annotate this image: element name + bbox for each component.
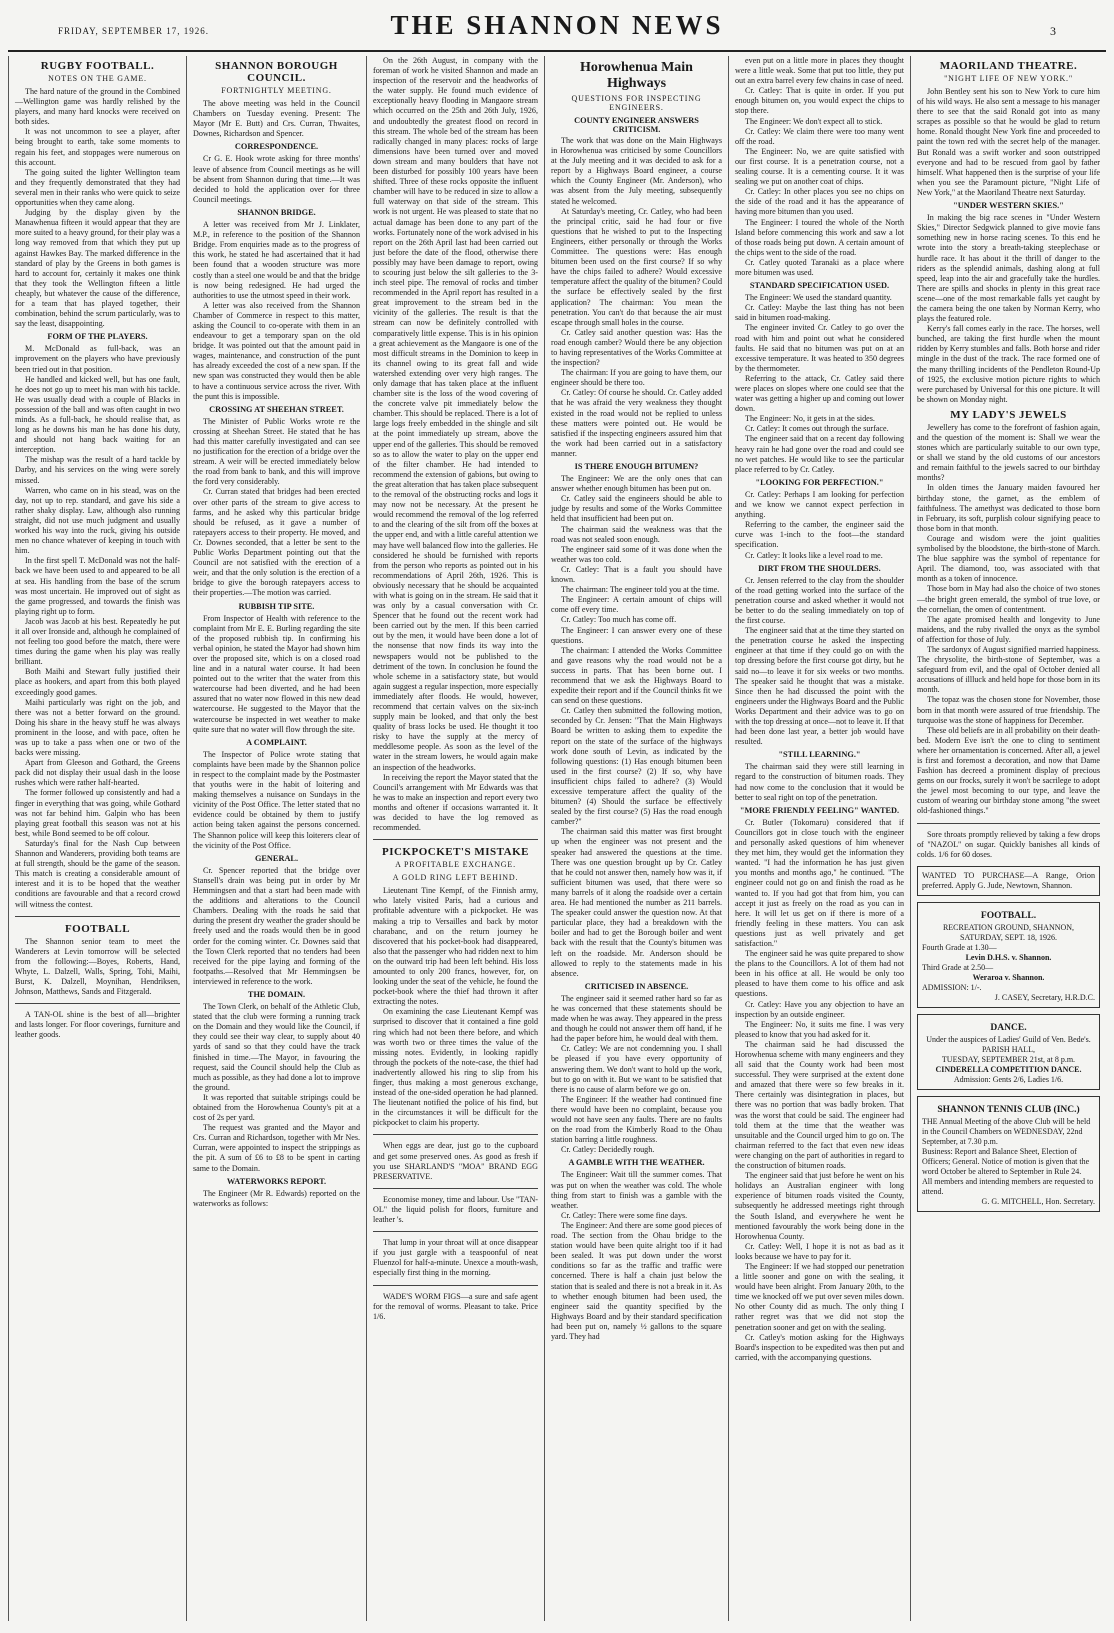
paragraph: Cr. Catley: That is quite in order. If you put enough bitumen on, you would expect the chips to stop there.	[735, 86, 904, 116]
divider	[15, 916, 180, 917]
paragraph: Maihi particularly was right on the job, and there was not a better forward on the ground. Doing his share in the heavy stuff he was always prominent in the loose, and with pace, often he was up to take a pass when one or two of the backs were missing.	[15, 697, 180, 758]
paragraph: Lieutenant Tine Kempf, of the Finnish army, who lately visited Paris, had a curious and profitable adventure with a pickpocket. He was making a trip to Versailles and back by motor charabanc, and on the return journey he discovered that his pocket-book had disappeared, also that the passenger who had ridden next to him on the outward trip had been left behind. His loss amounted to only 200 francs, however, for, on looking under the seat of the vehicle, he found the pocket-book where the thief had thrown it after extracting the notes.	[373, 886, 538, 1007]
paragraph: Cr. Catley: Of course he should. Cr. Catley added that he was afraid the very weakness they thought existed in the road would not be replied to unless these matters were pointed out. He would be satisfied if the inspecting engineers assured him that the work had been carried out in a satisfactory manner.	[551, 388, 722, 458]
section-subhead: CROSSING AT SHEEHAN STREET.	[209, 404, 344, 414]
paragraph: The Engineer: No, we are quite satisfied with our first course. It is a penetration course, not a sealing course. It is a cementing course. It it was sealing we put on another coat of chips.	[735, 146, 904, 187]
paragraph: John Bentley sent his son to New York to cure him of his wild ways. He also sent a message to his manager there to see that the said Ronald got into as many scrapes as possible so that he would be glad to return home. Ronald thought New York fine and proceeded to paint the town red with the secret help of the manager. But Ronald was a swift worker and soon outstripped everyone and had to be rescued from gaol by father himself. What happened then is the surprise of your life when you see the Paramount picture, "Night Life of New York," at the Maoriland Theatre next Saturday.	[917, 87, 1100, 197]
paragraph: The chairman said this matter was first brought up when the engineer was not present and the speaker had answered the questions at the time. There was one question brought up by Cr. Catley that he could not answer then, namely how was it, if sufficient bitumen was used, that there were so many barrels of it along the roadside over a certain area. He had mentioned the number as 211 barrels. The speaker could answer the question now. At that particular place, they had a breakdown with the boiler and had to get the Borough boiler and went back with the result that the County's bitumen was left on the roadside. Mr. Anderson should be allowed to reply to the statements made in his absence.	[551, 827, 722, 978]
tennis-ad	[917, 1096, 1100, 1212]
paragraph: The request was granted and the Mayor and Crs. Curran and Richardson, together with Mr Nes. Curran, were appointed to inspect the strippings as the pit. A sum of £6 to £8 to be spent in carting same to the Domain.	[193, 1123, 360, 1173]
paragraph: That lump in your throat will at once disappear if you just gargle with a teaspoonful of neat Fluenzol for half-a-minute. Unexce a mouth-wash, especially first thing in the morning.	[373, 1238, 538, 1278]
pickpocket-article	[373, 886, 538, 1128]
paragraph: Cr. Catley: Decidedly rough.	[561, 1145, 655, 1155]
paragraph: The Engineer: We don't expect all to stick.	[745, 116, 883, 126]
ad-teams: Levin D.H.S. v. Shannon.	[965, 953, 1052, 963]
paragraph: The engineer said some of it was done when the weather was too cold.	[551, 544, 722, 564]
divider	[917, 823, 1100, 824]
paragraph: Cr. Butler (Tokomaru) considered that if Councillors got in close touch with the engineer and personally asked questions of him whenever they met him, they would get the information they wanted. "I had the information he has just given you months and months ago," he continued. "The engineer could not go on and finish the road as he wanted to. If you had got that from him, you can accept it just as freely on the road as you can in here. It will let us get on if there is more of a friendly feeling in these matters. You can ask questions just as well privately and get satisfaction."	[735, 817, 904, 948]
paragraph: The Engineer: If we had stopped our penetration a little sooner and gone on with the sealing, it would have been alright. From January 20th, to the time we knocked off we put over seven miles down. No other County did as much. The only thing I rather regret was that we did not stop the penetration sooner and get on with the sealing.	[735, 1261, 904, 1332]
highways-article	[551, 136, 722, 1342]
divider	[373, 1134, 538, 1135]
paragraph: Judging by the display given by the Manawhenua fifteen it would appear that they are more suited to a heavy ground, for their play was a long way removed from that which they put up against Hawkes Bay. The marked difference in the standard of play by the Greens in both games is hard to account for, certainly it makes one think that they took the Wellington fifteen a little cheaply, but whatever the cause of the difference, for a team that has played together, their combination, behind the scrum particularly, was to say the least, disappointing.	[15, 208, 180, 329]
divider	[373, 839, 538, 840]
paragraph: The Inspector of Police wrote stating that complaints have been made by the Shannon police in respect to the complaint made by the Postmaster that youths were in the habit of loitering and making themselves a nuisance on Sundays in the vicinity of the Post Office. The letter stated that no evidence could be obtained by them to justify action being taken against the persons concerned. The Shannon police will keep this loiterers clear of the vicinity of the Post Office.	[193, 749, 360, 850]
ad-heading: SHANNON TENNIS CLUB (INC.)	[937, 1105, 1080, 1116]
paragraph: The Engineer (Mr R. Edwards) reported on the waterworks as follows:	[193, 1188, 360, 1208]
paragraph: Those born in May had also the choice of two stones—the bright green emerald, the symbol of true love, or the cornelian, the omen of contentment.	[917, 584, 1100, 614]
football-ad	[917, 902, 1100, 1008]
paragraph: The Engineer: No, it gets in at the sides.	[745, 414, 875, 424]
paragraph: Kerry's fall comes early in the race. The horses, well bunched, are taking the first hurdle when the mount ridden by Kerry stumbles and falls. Both horse and rider mingle in the dust of the track. The race formed one of the many thrilling incidents of the Pendleton Round-Up of 1925, the exclusive motion picture rights to which were purchased by Universal for this one picture. It will be shown on Monday night.	[917, 324, 1100, 404]
section-subhead: THE DOMAIN.	[247, 989, 306, 999]
newspaper-page	[8, 6, 1106, 1626]
paragraph: Cr. Catley: It comes out through the surface.	[745, 424, 889, 434]
paragraph: In receiving the report the Mayor stated that the Council's arrangement with Mr Edwards was that he was to make an inspection and report every two months and oftener if occasions warranted it. It was decided to have the log removed as recommended.	[373, 772, 538, 833]
council-heading: SHANNON BOROUGH COUNCIL.	[215, 60, 338, 84]
divider	[373, 1231, 538, 1232]
paragraph: Cr. Catley's motion asking for the Highways Board's inspection to be expedited was then put and carried, with the accompanying questions.	[735, 1332, 904, 1362]
divider	[15, 1003, 180, 1004]
highways-article-continued	[735, 56, 904, 1363]
paragraph: even put on a little more in places they thought were a little weak. Some that put too little, they put out an extra barrel every few chains in case of need.	[735, 56, 904, 86]
section-subhead: DIRT FROM THE SHOULDERS.	[758, 563, 881, 573]
ad-admission: ADMISSION: 1/-.	[922, 983, 982, 993]
paragraph: Cr. Catley: We claim there were too many went off the road.	[735, 126, 904, 146]
paragraph: At Saturday's meeting, Cr. Catley, who had been the principal critic, said he had four or five questions that he wished to put to the Inspecting Engineers, either personally or through the Works Committee. The questions were: Has enough bitumen been used on the first course? If so why have the chips failed to adhere? Would excessive temperature affect the quality of the bitumen? Could the surface be effectively sealed by the first application? The chairman: You mean the penetration. You can't do that because the air must escape through small holes in the course.	[551, 206, 722, 327]
ad-admission: Admission: Gents 2/6, Ladies 1/6.	[953, 1075, 1064, 1085]
paragraph: On examining the case Lieutenant Kempf was surprised to discover that it contained a fine gold ring which had not been there before, and which was worth two or three times the value of the missing notes. Evidently, in looking rapidly through the pockets of the note-case, the thief had inadvertently allowed his ring to slip from his finger, thus making a most generous exchange, instead of the one-sided operation he had planned. The lieutenant notified the police of his find, but in the circumstances it will be difficult for the pickpocket to claim his property.	[373, 1007, 538, 1128]
section-subhead: CORRESPONDENCE.	[234, 142, 319, 152]
paragraph: Cr. Catley: It looks like a level road to me.	[745, 550, 883, 560]
column-4	[544, 56, 728, 1621]
paragraph: In making the big race scenes in "Under Western Skies," Director Sedgwick planned to give movie fans something new in horse racing scenes. To this end he wrote into the story a breath-taking steeplechase or hurdle race. It has about it the thrill of danger to the riders as the splendid animals, dashing along at full speed, leap into the air and gracefully take the hurdles. There are spills and shocks in plenty in this great race scene—one of the most remarkable falls yet caught by the camera being the one taken by Norman Kerry, who plays the featured role.	[917, 213, 1100, 324]
section-subhead: "STILL LEARNING."	[778, 750, 861, 760]
paragraph: Sore throats promptly relieved by taking a few drops of "NAZOL" on sugar. Quickly banishes all kinds of colds. 1/6 for 60 doses.	[917, 829, 1100, 859]
paragraph: He handled and kicked well, but has one fault, he does not go up to meet his man with his tackle. He was usually dead with a couple of Blacks in possession of the ball and was often caught in two minds. As a full-back, he should realise that, as long as he downs his man he has done his duty, and should not hang back waiting for an interception.	[15, 374, 180, 455]
section-subhead: GENERAL.	[254, 853, 299, 863]
paragraph: Saturday's final for the Nash Cup between Shannon and Wanderers, providing both teams are at full strength, should be the game of the season. This match is creating a considerable amount of interest and it is to be hoped that the weather conditions are favourable and that a record crowd will witness the contest.	[15, 838, 180, 909]
theatre-article	[917, 87, 1100, 405]
paragraph: The chairman said they were still learning in regard to the construction of bitumen roads. They had now come to the conclusion that it would be better to seal right on top of the penetration.	[735, 762, 904, 802]
jewels-heading: MY LADY'S JEWELS	[950, 408, 1067, 421]
paragraph: The Engineer: I toured the whole of the North Island before commencing this work and saw a lot of those roads being put down. A certain amount of the chips went to the side of the road.	[735, 217, 904, 257]
paragraph: Cr. Catley then submitted the following motion, seconded by Cr. Jensen: "That the Main Highways Board be written to asking them to expedite the report on the state of the surface of the highways work done south of Levin, as indicated by the following questions: (1) Has enough bitumen been used in the first course? (2) If so, why have insufficient chips failed to adhere? (3) Would excessive temperature affect the quality of the bitumen? (4) Should the surface be effectively sealed by the first course? (5) Has the road enough camber?"	[551, 706, 722, 827]
highways-subheading: QUESTIONS FOR INSPECTING ENGINEERS.	[571, 94, 702, 112]
ad-line: Under the auspices of Ladies' Guild of Ven. Bede's.	[926, 1035, 1091, 1045]
paragraph: A letter was also received from the Shannon Chamber of Commerce in respect to this matter, asking the Council to co-operate with them in an endeavour to get a temporary span on the old bridge. It was pointed out that the amount paid in wages, maintenance, and construction of the punt has already exceeded the cost of a new span. If the new span was constructed they would then be able to have a continuous service across the river. With the punt this is impossible.	[193, 300, 360, 401]
paragraph: These old beliefs are in all probability on their death-bed. Modern Eve isn't the one to cling to sentiment where her ornamentation is concerned. After all, a jewel is first and foremost a decoration, and now that Dame Fashion has decreed a prominent display of precious gems on our frocks, surely it won't be sacrilege to adopt the jewel most becoming to our type, and leave the custom of wearing our birthday stone among "the sweet old-fashioned things."	[917, 725, 1100, 816]
paragraph: The above meeting was held in the Council Chambers on Tuesday evening. Present: The Mayor (Mr E. Butt) and Crs. Curran, Thwaites, Downes, Richardson and Spencer.	[193, 99, 360, 139]
paragraph: Both Maihi and Stewart fully justified their place as hookers, and apart from this both played exceedingly good games.	[15, 667, 180, 697]
paragraph: The engineer said that on a recent day following heavy rain he had gone over the road and could see no wet patches. He would like to see the particular place referred to by Cr. Catley.	[735, 434, 904, 474]
paragraph: The chairman said the weakness was that the road was not sealed soon enough.	[551, 524, 722, 544]
highways-heading: Horowhenua Main Highways	[580, 60, 693, 91]
paragraph: The Engineer: And there are some good pieces of road. The section from the Ohau bridge to the station would have been quite alright too if it had been sealed. It was put down under the worst conditions so far as the traffic and traffic were concerned. There is half a chain just below the station that is sealed and there is not a break in it. As to whether enough bitumen had been used, the engineer said the quantity specified by the Highways Board and by their standard specification had been put on, namely ½ gallons to the square yard. They had	[551, 1220, 722, 1341]
paragraph: The topaz was the chosen stone for November, those born in that month were assured of true friendship. The turquoise was the stone of happiness for December.	[917, 695, 1100, 725]
football-heading: FOOTBALL	[64, 922, 131, 935]
theatre-heading: MAORILAND THEATRE.	[939, 60, 1078, 72]
paragraph: In the first spell T. McDonald was not the half-back we have been used to and appeared to be all at sea. His handling from the base of the scrum was most uncertain. He improved out of sight as the game progressed, and towards the finish was playing right up to form.	[15, 556, 180, 616]
section-subhead: STANDARD SPECIFICATION USED.	[749, 281, 890, 291]
council-subheading: FORTNIGHTLY MEETING.	[221, 86, 332, 95]
ad-signature: G. G. MITCHELL, Hon. Secretary.	[981, 1197, 1095, 1207]
divider	[373, 1188, 538, 1189]
paragraph: Cr. Catley: That is a fault you should have known.	[551, 564, 722, 585]
paragraph: Cr. Catley: There were some fine days.	[561, 1210, 688, 1220]
paragraph: In olden times the January maiden favoured her birthday stone, the garnet, as the emblem of faithfulness. The amethyst was dedicated to those born in February, its soft, purplish colour signifying peace to those born in that month.	[917, 483, 1100, 533]
pickpocket-subheading-2: A GOLD RING LEFT BEHIND.	[392, 873, 519, 883]
paragraph: The Engineer: No, it suits me fine. I was very pleased to know that you had asked for it.	[735, 1019, 904, 1039]
paragraph: Economise money, time and labour. Use "TAN-OL" the liquid polish for floors, furniture and leather 's.	[373, 1194, 538, 1225]
ad-body: THE Annual Meeting of the above Club will be held in the Council Chambers on WEDNESDAY, 22nd September, at 7.30 p.m.	[922, 1117, 1091, 1147]
section-subhead: "MORE FRIENDLY FEELING" WANTED.	[739, 805, 900, 815]
highways-subheading-2: COUNTY ENGINEER ANSWERS CRITICISM.	[574, 116, 699, 134]
paragraph: Cr. Catley: In other places you see no chips on the side of the road and it has the appearance of having more bitumen than you used.	[735, 187, 904, 217]
egg-preservative-ad	[373, 1141, 538, 1181]
paragraph: When eggs are dear, just go to the cupboard and get some preserved ones. As good as fresh if you use SHARLAND'S "MOA" BRAND EGG PRESERVATIVE.	[373, 1141, 538, 1181]
paragraph: Apart from Gleeson and Gothard, the Greens pack did not display their usual dash in the loose rushes which were rather half-hearted.	[15, 758, 180, 788]
section-subhead: A COMPLAINT.	[246, 737, 307, 747]
section-subhead: "UNDER WESTERN SKIES."	[953, 201, 1064, 211]
paragraph: A letter was received from Mr J. Linklater, M.P., in reference to the position of the Shannon Bridge. From enquiries made as to the progress of this work, he stated he had ascertained that it had been found that a wooden structure was more costly than a steel one would be and that the bridge is now being redesigned. He had urged the authorities to use the utmost speed in their work.	[193, 220, 360, 300]
newspaper-title: THE SHANNON NEWS	[390, 10, 724, 40]
paragraph: The chairman: I attended the Works Committee and gave reasons why the road would not be a success in parts. That has been borne out. I recommend that we ask the Highways Board to expedite their report and if the Council thinks fit we can send on these questions.	[551, 645, 722, 706]
section-subhead: IS THERE ENOUGH BITUMEN?	[574, 462, 699, 471]
ad-venue: RECREATION GROUND, SHANNON, SATURDAY, SEPT. 18, 1926.	[942, 923, 1075, 943]
dance-ad	[917, 1014, 1100, 1090]
ad-signature: J. CASEY, Secretary, H.R.D.C.	[994, 993, 1095, 1003]
paragraph: Cr. Catley: We are not condemning you. I shall be pleased if you have every opportunity of answering them. We don't want to hold up the work, but to go on with it. But we want to be satisfied that there is no cause of alarm before we go on.	[551, 1044, 722, 1094]
pickpocket-subheading: A PROFITABLE EXCHANGE.	[395, 860, 516, 870]
section-subhead: CRITICISED IN ABSENCE.	[584, 981, 689, 991]
ad-line: Third Grade at 2.50—	[922, 963, 994, 973]
paragraph: Cr. Jensen referred to the clay from the shoulder of the road getting worked into the surface of the penetration course and asked whether it would not be better to do the sealing immediately on top of the first course.	[735, 575, 904, 626]
paragraph: Referring to the camber, the engineer said the curve was 1-inch to the foot—the standard specification.	[735, 520, 904, 550]
ad-line: Fourth Grade at 1.30—	[922, 943, 997, 953]
rugby-subheading: NOTES ON THE GAME.	[48, 74, 147, 83]
section-subhead: WATERWORKS REPORT.	[226, 1176, 327, 1186]
ad-heading: FOOTBALL.	[980, 911, 1037, 922]
paragraph: The engineer said that at the time they started on the penetration course he asked the inspecting engineer at that time if they could go on with the top dressing before the first course got dirty, but he said no—to leave it for six weeks or two months. The speaker said he thought that was a mistake. Since then he had discussed the point with the engineers under the Highways Board and the Public Works Department and their advice was to go on with the top dressing at once—not to leave it. If that had been done last year, a better job would have resulted.	[735, 626, 904, 747]
worm-figs-ad	[373, 1292, 538, 1322]
fluenzol-ad	[373, 1238, 538, 1278]
paragraph: Cr. Catley: Perhaps I am looking for perfection and we know we cannot expect perfection in anything.	[735, 489, 904, 520]
paragraph: Cr G. E. Hook wrote asking for three months' leave of absence from Council meetings as he will be absent from Shannon during that time.—It was decided to hold the application over for three Council meetings.	[193, 154, 360, 204]
council-article	[193, 99, 360, 1209]
paragraph: The chairman: If you are going to have them, our engineer should be there too.	[551, 368, 722, 388]
paragraph: The sardonyx of August signified married happiness. The chrysolite, the birth-stone of September, was a safeguard from evil, and the opal of October denied all accusations of illluck and held hope for those born in its month.	[917, 644, 1100, 695]
tanol-ad	[15, 1010, 180, 1040]
paragraph: It was reported that suitable stripings could be obtained from the Horowhenua County's pit at a cost of 2s per yard.	[193, 1092, 360, 1123]
paragraph: The work that was done on the Main Highways in Horowhenua was criticised by some Councillors at the July meeting and it was decided to ask for a report by a Highways Board engineer, a course which the County Engineer (Mr. Anderson), who was absent from the July meeting, subsequently stated he welcomed.	[551, 136, 722, 206]
paragraph: The going suited the lighter Wellington team and they frequently demonstrated that they had several men in their ranks who were quick to seize opportunities when they came along.	[15, 167, 180, 208]
paragraph: M. McDonald as full-back, was an improvement on the players who have previously been tried out in that position.	[15, 344, 180, 374]
section-subhead: SHANNON BRIDGE.	[237, 207, 316, 217]
paragraph: A TAN-OL shine is the best of all—brighter and lasts longer. For floor coverings, furniture and leather goods.	[15, 1010, 180, 1040]
paragraph: Cr. Catley said the engineers should be able to judge by results and some of the Works Committee held that insufficient had been put on.	[551, 494, 722, 524]
tanol-polish-ad	[373, 1195, 538, 1225]
jewels-article	[917, 423, 1100, 817]
column-2	[186, 56, 366, 1621]
paragraph: On the 26th August, in company with the foreman of work he visited Shannon and made an inspection of the reservoir and the headworks of the water supply. He found much evidence of exceptionally heavy flooding in Mangaore stream which occurred on the 25th and 26th July, 1926, and undoubtedly the greatest flood on record in this stream. The whole bed of the stream has been radically changed in many places: rocks of large dimensions have been turned over and moved down stream and many boulders that have not been disturbed for possibly 100 years have been shifted. Three of these rocks opposite the influent chamber will have to be reduced in size to allow a full waterway on that side of the stream. This work is not urgent. He was pleased to state that no actual damage has been done to any part of the works. Fortunately none of the work advised in his report on the 26th April last had been carried out just before the date of the flood, otherwise there possibly may have been damage to report, owing to scouring just below the silt galleries to the 3-inch steel pipe. The removal of rocks and timber recommended in the April report has resulted in a great improvement to the stream bed in the vicinity of the galleries. The result is that the stream can now be definitely controlled with comparatively little expense. This is in his opinion a great achievement as the Mangaore is one of the most difficult streams in the Dominion to keep in its channel owing to its great fall and wide watershed extending over very high ranges. The only damage that has taken place at the influent chamber site is the loss of the wood covering of the concrete valve pit immediately below the chamber. This should be replaced. There is a lot of large logs freely embedded in the shingle and silt at the point immediately up stream, above the upper end of the galleries. This should be removed so as to allow the water to play on the upper end of the filter chamber. He had intended to recommend the extension of gabions, but owing to the great alteration that has taken place subsequent to the removal of the obstructing rocks and logs it may now not be necessary. At the present he would recommend the removal of the log referred to and the clearing of the silt from off the boxes at the upper end, and with a little careful attention we may have well balanced flow into the galleries. He considered he should be furnished with reports from the person who reports as pointed out in his recommendations of April 26th, 1926. This is obviously necessary that he should be acquainted with what is going on in the stream. He said that it was only by a casual conversation with Cr. Spencer that he found out the recent work had been carried out by the men. If this been carried out by the men, it would have been done a lot of the nonsense that now finds its way into the newspapers would not be published to the detriment of the town. In conclusion he found the whole scheme in a satisfactory state, but would again suggest a regular inspection, more especially immediately after floods. He would, however, recommend that certain valves on the six-inch supply main be looked, and that only the best quality of brass locks be used. He thought it too risky to have the supply at the mercy of meddlesome people. As soon as the level of the water in the stream lowers, he would again make an inspection of the headworks.	[373, 56, 538, 772]
rugby-article	[15, 87, 180, 910]
paragraph: The chairman said he had discussed the Horowhenua scheme with many engineers and they all said that the County work had been most successful. They were surprised at the extent done and amazed that there were so few breaks in it. There certainly was disintegration in places, but there was no portion that was badly broken. That was the worst that could be said. The engineer had told them at the time that the weather was unsuitable and the Council urged him to go on. The chairman referred to the fact that even new ideas were changing on the part of authorities in regard to the construction of bitumen roads.	[735, 1039, 904, 1171]
football-article	[15, 937, 180, 998]
column-6	[910, 56, 1106, 1621]
section-subhead: FORM OF THE PLAYERS.	[47, 332, 148, 342]
paragraph: The mishap was the result of a hard tackle by Darby, and his services on the wing were sorely missed.	[15, 455, 180, 485]
nazol-ad	[917, 830, 1100, 860]
paragraph: The chairman: The engineer told you at the time.	[561, 585, 720, 595]
pickpocket-heading: PICKPOCKET'S MISTAKE	[381, 846, 529, 859]
paragraph: Cr. Catley said another question was: Has the road enough camber? Would there be any objection to having representatives of the Works Committee at the inspection?	[551, 327, 722, 368]
ad-hall: PARISH HALL,	[981, 1045, 1036, 1055]
paragraph: Cr. Curran stated that bridges had been erected over other parts of the stream to give access to farms, and he asked why this particular bridge should be refused, as it gave a number of ratepayers access to their property. He moved, and Cr. Downes seconded, that a letter be sent to the Public Works Department pointing out that the Council are not satisfied with the erection of a weir, and that the only solution is the erection of a bridge to give the borough ratepayers access to their properties.—The motion was carried.	[193, 487, 360, 598]
paragraph: The Engineer: I can answer every one of these questions.	[551, 625, 722, 645]
ad-title: CINDERELLA COMPETITION DANCE.	[935, 1065, 1082, 1075]
theatre-subheading: "NIGHT LIFE OF NEW YORK."	[944, 74, 1073, 83]
paragraph: Courage and wisdom were the joint qualities symbolised by the bloodstone, the birth-stone of March. The blue sapphire was the symbol of repentance for April. The diamond, too, was associated with that month as a token of innocence.	[917, 533, 1100, 584]
paragraph: The Engineer: Wait till the summer comes. That was put on when the weather was cold. The whole thing from start to finish was a gamble with the weather.	[551, 1170, 722, 1210]
paragraph: Warren, who came on in his stead, was on the day, not up to rep. standard, and gave his side a rather shaky display. Law, although also running straight, did not use much judgment and usually worked his way into the ruck, giving his outside men no chance whatever of keeping in touch with him.	[15, 485, 180, 556]
rugby-heading: RUGBY FOOTBALL.	[40, 60, 155, 72]
paragraph: From Inspector of Health with reference to the complaint from Mr E. E. Burling regarding the site of the proposed rubbish tip. In confirming his verbal opinion, he stated the Mayor had shown him over the proposed site, which is on a closed road line and in a natural water course. It had been pointed out to the writer that the water from this watercourse had been diverted, and he had been assured that no water now flowed in this new dead watercourse. He suggested to the Mayor that the watercourse be inspected in wet weather to make quite sure that no water will flow through the site.	[193, 613, 360, 734]
issue-date: FRIDAY, SEPTEMBER 17, 1926.	[58, 26, 210, 36]
ad-invite: All members and intending members are requested to attend.	[922, 1177, 1094, 1197]
ad-heading: DANCE.	[990, 1023, 1027, 1034]
paragraph: The Town Clerk, on behalf of the Athletic Club, stated that the club were forming a running track on the Domain and they would like the Council, if they could see their way clear, to supply about 40 yards of sand so that they could have the track finished in time.—The Mayor, in favouring the request, said the Council should help the Club as much as possible, as they had done a lot to improve the ground.	[193, 1002, 361, 1092]
column-5	[728, 56, 910, 1621]
paragraph: The Minister of Public Works wrote re the crossing at Sheehan Street. He stated that he has had this matter carefully investigated and can see no justification for the erection of a bridge over the stream. A weir will be erected immediately below the road from bank to bank, and this will improve the ford very considerably.	[193, 416, 360, 487]
paragraph: WADE'S WORM FIGS—a sure and safe agent for the removal of worms. Pleasant to take. Price 1/6.	[373, 1291, 538, 1321]
paragraph: Referring to the attack, Cr. Catley said there were places on slopes where one could see that the water was getting a higher up and coming out lower down.	[735, 373, 904, 414]
paragraph: The engineer said it seemed rather hard so far as he was concerned that these statements should be made when he was away. They appeared in the press and though he could not answer them off hand, if he had the paper before him, he would deal with them.	[551, 993, 722, 1044]
wanted-ad	[917, 866, 1100, 896]
paragraph: The Engineer: If the weather had continued fine there would have been no complaint, because you would not have seen any faults. There are no faults on the road from the Kimberly Road to the Ohau station barring a little roughness.	[551, 1094, 722, 1145]
paragraph: The engineer said he was quite prepared to show the plans to the Councillors. A lot of them had not been in his office at all. He would be only too pleased to have them come to his office and ask questions.	[735, 949, 904, 999]
paragraph: WANTED TO PURCHASE—A Range, Orion preferred. Apply G. Jude, Newtown, Shannon.	[922, 870, 1095, 890]
column-3	[366, 56, 544, 1621]
section-subhead: A GAMBLE WITH THE WEATHER.	[568, 1158, 705, 1168]
paragraph: The hard nature of the ground in the Combined—Wellington game was hardly relished by the players, and many hard knocks were received on both sides.	[15, 87, 180, 127]
paragraph: The Engineer: We used the standard quantity.	[745, 293, 892, 303]
divider	[373, 1285, 538, 1286]
column-1	[8, 56, 186, 1621]
masthead	[8, 6, 1106, 52]
paragraph: The engineer invited Cr. Catley to go over the road with him and point out what he considered faults. He said that no bitumen was put on at an excessive temperature. It was heated to 350 degrees by the thermometer.	[735, 323, 904, 373]
page-number: 3	[1050, 24, 1056, 38]
paragraph: Cr. Catley: Well, I hope it is not as bad as it looks because we have to pay for it.	[735, 1241, 904, 1261]
paragraph: The former followed up consistently and had a finger in everything that was going, while Gothard was not far behind him. Galpin who has been playing great football this season was not at his best, while Bond seemed to be off colour.	[15, 788, 180, 838]
paragraph: Cr. Catley: Maybe the last thing has not been said in bitumen road-making.	[735, 303, 904, 323]
paragraph: It was not uncommon to see a player, after being brought to earth, take some moments to regain his feet, and stoppages were numerous on this account.	[15, 127, 180, 167]
section-subhead: "LOOKING FOR PERFECTION."	[755, 477, 884, 487]
paragraph: The Engineer: A certain amount of chips will come off every time.	[551, 595, 722, 615]
ad-teams: Weraroa v. Shannon.	[972, 973, 1045, 983]
paragraph: The Engineer: We are the only ones that can answer whether enough bitumen has been put on.	[551, 474, 722, 494]
paragraph: Cr. Catley: Too much has come off.	[561, 615, 677, 625]
section-subhead: RUBBISH TIP SITE.	[238, 601, 315, 611]
paragraph: The agate promised health and longevity to June maidens, and the ruby rivalled the onyx as the symbol of affection for those of July.	[917, 614, 1100, 644]
paragraph: The engineer said that just before he went on his holidays an Australian engineer with long experience of bitumen roads visited the County, subsequently he addressed meetings right through the South Island, and everywhere he went he mentioned favourably the work being done in the Horowhenua County.	[735, 1171, 904, 1241]
waterworks-article	[373, 56, 538, 833]
paragraph: Cr. Catley: Have you any objection to have an inspection by an outside engineer.	[735, 999, 904, 1019]
paragraph: Cr. Spencer reported that the bridge over Stansell's drain was being put in order by Mr Hemmingsen and that a start had been made with the additions and alterations to the Council Chambers. Dealing with the roads he said that during the present dry weather the grader should be freely used and the roads would then be in good order for the coming winter. Cr. Downes said that the Town Clerk reported that no tenders had been received for the pipe laying and forming of the footpaths.—Resolved that Mr Hemmingsen be interviewed in reference to the work.	[193, 865, 360, 986]
ad-date: TUESDAY, SEPTEMBER 21st, at 8 p.m.	[941, 1055, 1076, 1065]
paragraph: Cr. Catley quoted Taranaki as a place where more bitumen was used.	[735, 257, 904, 277]
paragraph: Jacob was Jacob at his best. Repeatedly he put it all over Ironside and, although he complained of not feeling too good before the match, there were times during the game when his play was really brilliant.	[15, 616, 180, 667]
paragraph: The Shannon senior team to meet the Wanderers at Levin tomorrow will be selected from the following:—Boyes, Roberts, Hand, Whyte, L. Dalzell, Walls, Spring, Tohi, Maihi, Burst, K. Dalzell, Moynihan, Hendriksen, Johnson, Matthews, Sands and Fitzgerald.	[15, 936, 180, 997]
paragraph: Jewellery has come to the forefront of fashion again, and the question of the moment is: Shall we wear the stones which are particularly suitable to our own type, or shall we stand by the old customs of our ancestors and remain faithful to the jewels sacred to our birthday months?	[917, 422, 1100, 483]
ad-business: Business: Report and Balance Sheet, Election of Officers; General. Notice of motion is given that the word October be altered to September in Rule 24.	[922, 1147, 1090, 1177]
